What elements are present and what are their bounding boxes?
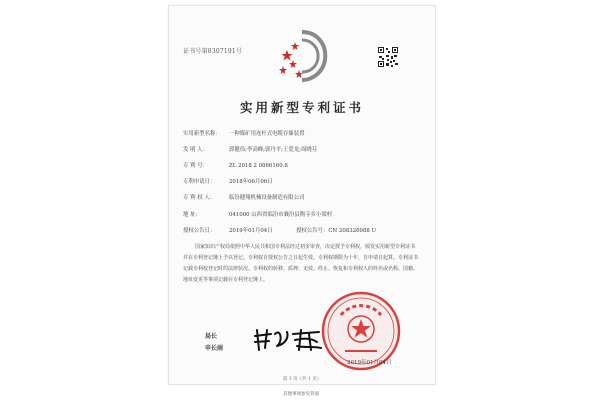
field-value: CN 208326988 U	[328, 228, 377, 234]
field-application-date	[183, 179, 273, 186]
field-inventors	[183, 147, 317, 154]
field-label: 发 明 人：	[183, 147, 208, 153]
field-address	[183, 212, 332, 219]
field-value: 一种煤矿用连杆式电缆存储装置	[229, 131, 305, 137]
footer-note: 其他事项参见背面	[283, 392, 319, 397]
field-patent-number	[183, 163, 288, 170]
qr-code-icon	[377, 46, 399, 68]
field-value: 临汾健翔机械设备制造有限公司	[229, 195, 305, 201]
field-utility-model-name	[183, 131, 304, 138]
field-label: 专 利 权 人：	[183, 195, 216, 201]
certificate-title: 实用新型专利证书	[239, 100, 364, 115]
seal-date: 2019年01月04日	[347, 360, 392, 366]
cnipa-emblem-icon	[273, 26, 331, 86]
field-value: 郭健伟;李高峰;郭丹平;王爱龙;周晓芬	[229, 147, 318, 153]
field-label: 地 址：	[183, 212, 201, 218]
field-patentee	[183, 195, 304, 202]
field-label: 授权公告日：	[183, 228, 216, 234]
field-value: 041000 山西省临汾市襄汾县陶寺乡小梁村	[229, 212, 333, 218]
field-label: 专 利 号：	[183, 163, 208, 169]
signer-role: 局长	[205, 333, 218, 340]
field-label: 实用新型名称：	[183, 131, 221, 137]
signer-name: 申长雨	[205, 345, 224, 352]
field-label: 授权公告号：	[296, 228, 329, 234]
handwritten-signature-icon	[249, 324, 329, 354]
field-value: 2018年06月06日	[229, 179, 273, 185]
page-number: 第 1 页（共 1 页）	[282, 377, 322, 382]
certificate-number: 证书号第8307191号	[183, 48, 243, 55]
field-value: 2019年01月04日	[229, 228, 273, 234]
certificate-body-text: 国家知识产权局依照中华人民共和国专利法经过初步审查，决定授予专利权，颁发实用新型专利证书并在专利登记簿上予以登记。专利权自授权公告之日起生效。专利权期限为十年，自申请日起算。专利证书记载专利权登记时的法律状况。专利权的转移、质押、无效、终止、恢复和专利权人的姓名或名称、国籍、地址变更等事项记载在专利登记簿上。	[183, 244, 419, 283]
field-grant-date	[183, 228, 376, 235]
field-label: 专利申请日：	[183, 179, 216, 185]
field-value: ZL 2018 2 0866160.8	[229, 163, 288, 169]
patent-certificate	[168, 5, 436, 385]
